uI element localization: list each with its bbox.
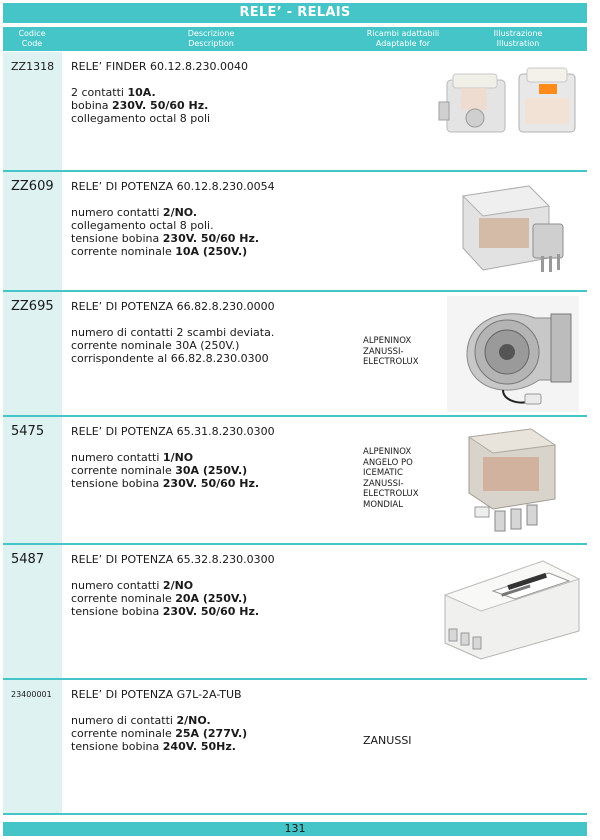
product-row: [3, 680, 587, 815]
page-number: 131: [3, 822, 587, 836]
product-name: RELE’ DI POTENZA 65.31.8.230.0300: [71, 425, 275, 438]
two-relays-icon: [435, 66, 585, 146]
product-description: RELE’ DI POTENZA 60.12.8.230.0054 numero contatti 2/NO. collegamento octal 8 poli. tensione bobina 230V. 50/60 Hz. corrente nominale 10A (250V.): [71, 180, 361, 258]
product-code: ZZ609: [11, 179, 54, 194]
product-description: RELE’ FINDER 60.12.8.230.0040 2 contatti 10A. bobina 230V. 50/60 Hz. collegamento octal 8 poli: [71, 60, 361, 125]
column-header: [3, 27, 587, 51]
product-row: [3, 292, 587, 417]
product-name: RELE’ DI POTENZA 60.12.8.230.0054: [71, 180, 275, 193]
col-code: Codice Code: [18, 29, 46, 48]
product-name: RELE’ FINDER 60.12.8.230.0040: [71, 60, 248, 73]
product-row: [3, 172, 587, 292]
product-row: [3, 52, 587, 172]
power-relay-icon: [455, 423, 565, 537]
product-row: [3, 545, 587, 680]
flat-relay-icon: [439, 551, 585, 667]
product-code: 5487: [11, 552, 45, 567]
product-name: RELE’ DI POTENZA 66.82.8.230.0000: [71, 300, 275, 313]
blower-fan-icon: [447, 296, 579, 412]
product-code: 5475: [11, 424, 45, 439]
product-code: ZZ1318: [11, 60, 55, 73]
product-code: ZZ695: [11, 299, 54, 314]
product-description: RELE’ DI POTENZA 65.32.8.230.0300 numero contatti 2/NO corrente nominale 20A (250V.) tensione bobina 230V. 50/60 Hz.: [71, 553, 361, 618]
product-description: RELE’ DI POTENZA 66.82.8.230.0000 numero di contatti 2 scambi deviata. corrente nominale 30A (250V.) corrispondente al 66.82.8.230.0300: [71, 300, 361, 365]
adaptable-brands: ALPENINOX ANGELO PO ICEMATIC ZANUSSI- ELECTROLUX MONDIAL: [363, 447, 419, 510]
col-illustration: Illustrazione Illustration: [493, 29, 543, 48]
octal-relay-icon: [449, 178, 573, 282]
col-fits: Ricambi adattabili Adaptable for: [366, 29, 440, 48]
product-description: RELE’ DI POTENZA G7L-2A-TUB numero di contatti 2/NO. corrente nominale 25A (277V.) tensione bobina 240V. 50Hz.: [71, 688, 361, 753]
product-list: [3, 52, 587, 815]
adaptable-brands: ZANUSSI: [363, 734, 412, 747]
product-description: RELE’ DI POTENZA 65.31.8.230.0300 numero contatti 1/NO corrente nominale 30A (250V.) tensione bobina 230V. 50/60 Hz.: [71, 425, 361, 490]
page-title: RELE’ - RELAIS: [3, 3, 587, 23]
product-name: RELE’ DI POTENZA 65.32.8.230.0300: [71, 553, 275, 566]
col-description: Descrizione Description: [187, 29, 235, 48]
product-name: RELE’ DI POTENZA G7L-2A-TUB: [71, 688, 242, 701]
adaptable-brands: ALPENINOX ZANUSSI- ELECTROLUX: [363, 336, 419, 367]
product-row: [3, 417, 587, 545]
product-code: 23400001: [11, 690, 52, 699]
